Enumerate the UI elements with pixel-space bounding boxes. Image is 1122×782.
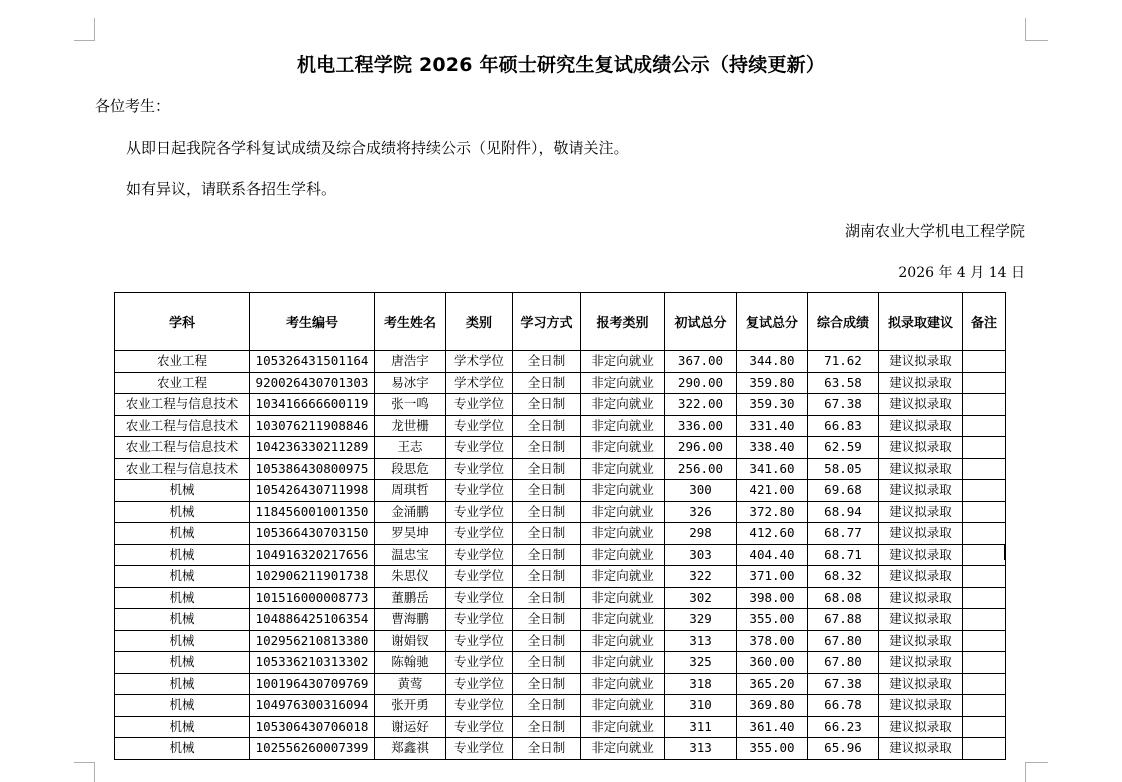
cell-preliminary-score: 325 [665,652,737,674]
table-row [115,609,1006,631]
cell-subject: 农业工程与信息技术 [115,394,250,416]
cell-candidate-id: 105336210313302 [250,652,375,674]
cell-study-mode: 全日制 [513,673,581,695]
header-row [115,293,1006,351]
cell-name: 谢娟钗 [375,630,446,652]
header-cell-application-type: 报考类别 [581,293,665,351]
cell-name: 罗昊坤 [375,523,446,545]
table-row [115,372,1006,394]
cell-application-type: 非定向就业 [581,630,665,652]
cell-application-type: 非定向就业 [581,372,665,394]
cell-preliminary-score: 311 [665,716,737,738]
cell-subject: 农业工程与信息技术 [115,437,250,459]
table-body [115,351,1006,760]
cell-candidate-id: 105426430711998 [250,480,375,502]
cell-retest-score: 338.40 [737,437,808,459]
cell-study-mode: 全日制 [513,394,581,416]
cell-preliminary-score: 298 [665,523,737,545]
cell-subject: 农业工程与信息技术 [115,458,250,480]
cell-admission-suggestion: 建议拟录取 [879,544,963,566]
cell-admission-suggestion: 建议拟录取 [879,501,963,523]
table-row [115,415,1006,437]
document-title: 机电工程学院 2026 年硕士研究生复试成绩公示（持续更新） [296,54,826,76]
cell-subject: 机械 [115,695,250,717]
cell-preliminary-score: 300 [665,480,737,502]
cell-retest-score: 344.80 [737,351,808,373]
cell-study-mode: 全日制 [513,566,581,588]
cell-remarks [963,695,1006,717]
cell-application-type: 非定向就业 [581,587,665,609]
cell-application-type: 非定向就业 [581,394,665,416]
header-cell-composite-score: 综合成绩 [808,293,879,351]
cell-application-type: 非定向就业 [581,566,665,588]
cell-admission-suggestion: 建议拟录取 [879,351,963,373]
cell-study-mode: 全日制 [513,695,581,717]
cell-retest-score: 355.00 [737,738,808,760]
cell-composite-score: 66.78 [808,695,879,717]
cell-category: 专业学位 [446,587,513,609]
table-row [115,566,1006,588]
cell-composite-score: 66.23 [808,716,879,738]
cell-application-type: 非定向就业 [581,523,665,545]
cell-application-type: 非定向就业 [581,738,665,760]
cell-application-type: 非定向就业 [581,652,665,674]
cell-preliminary-score: 313 [665,738,737,760]
cell-retest-score: 369.80 [737,695,808,717]
cell-candidate-id: 103416666600119 [250,394,375,416]
cell-admission-suggestion: 建议拟录取 [879,394,963,416]
cell-remarks [963,394,1006,416]
cell-admission-suggestion: 建议拟录取 [879,695,963,717]
cell-preliminary-score: 322 [665,566,737,588]
header-cell-study-mode: 学习方式 [513,293,581,351]
text-cursor [1004,544,1006,560]
cell-admission-suggestion: 建议拟录取 [879,673,963,695]
cell-admission-suggestion: 建议拟录取 [879,587,963,609]
cell-category: 专业学位 [446,566,513,588]
cell-retest-score: 421.00 [737,480,808,502]
cell-remarks [963,501,1006,523]
cell-category: 专业学位 [446,501,513,523]
cell-category: 专业学位 [446,738,513,760]
cell-name: 周琪哲 [375,480,446,502]
table-row [115,544,1006,566]
cell-application-type: 非定向就业 [581,437,665,459]
cell-study-mode: 全日制 [513,716,581,738]
cell-application-type: 非定向就业 [581,673,665,695]
cell-candidate-id: 105386430800975 [250,458,375,480]
cell-study-mode: 全日制 [513,652,581,674]
cell-preliminary-score: 322.00 [665,394,737,416]
cell-composite-score: 65.96 [808,738,879,760]
header-cell-subject: 学科 [115,293,250,351]
cell-candidate-id: 103076211908846 [250,415,375,437]
cell-study-mode: 全日制 [513,437,581,459]
table-row [115,351,1006,373]
cell-admission-suggestion: 建议拟录取 [879,716,963,738]
cell-study-mode: 全日制 [513,738,581,760]
cell-composite-score: 67.80 [808,630,879,652]
table-header [115,293,1006,351]
cell-application-type: 非定向就业 [581,716,665,738]
cell-candidate-id: 920026430701303 [250,372,375,394]
cell-candidate-id: 105306430706018 [250,716,375,738]
table-row [115,480,1006,502]
cell-preliminary-score: 296.00 [665,437,737,459]
cell-name: 谢运好 [375,716,446,738]
cell-subject: 机械 [115,609,250,631]
cell-application-type: 非定向就业 [581,480,665,502]
cell-retest-score: 371.00 [737,566,808,588]
cell-application-type: 非定向就业 [581,351,665,373]
cell-composite-score: 67.80 [808,652,879,674]
date: 2026 年 4 月 14 日 [898,265,1025,281]
table-row [115,630,1006,652]
cell-study-mode: 全日制 [513,587,581,609]
cell-admission-suggestion: 建议拟录取 [879,609,963,631]
cell-name: 陈翰驰 [375,652,446,674]
cell-category: 专业学位 [446,523,513,545]
cell-study-mode: 全日制 [513,480,581,502]
cell-remarks [963,630,1006,652]
cell-subject: 机械 [115,652,250,674]
cell-name: 金涌鹏 [375,501,446,523]
cell-admission-suggestion: 建议拟录取 [879,630,963,652]
cell-remarks [963,566,1006,588]
header-cell-name: 考生姓名 [375,293,446,351]
cell-name: 温忠宝 [375,544,446,566]
table-row [115,523,1006,545]
page-corner-mark-bottom-right [1025,762,1048,782]
header-cell-category: 类别 [446,293,513,351]
header-cell-preliminary-score: 初试总分 [665,293,737,351]
table-row [115,695,1006,717]
cell-candidate-id: 104916320217656 [250,544,375,566]
cell-name: 段思危 [375,458,446,480]
cell-category: 专业学位 [446,394,513,416]
cell-category: 专业学位 [446,673,513,695]
cell-category: 专业学位 [446,415,513,437]
cell-name: 唐浩宇 [375,351,446,373]
cell-candidate-id: 105326431501164 [250,351,375,373]
cell-composite-score: 68.32 [808,566,879,588]
cell-composite-score: 68.77 [808,523,879,545]
cell-application-type: 非定向就业 [581,695,665,717]
cell-retest-score: 341.60 [737,458,808,480]
cell-retest-score: 412.60 [737,523,808,545]
cell-subject: 农业工程 [115,351,250,373]
cell-study-mode: 全日制 [513,458,581,480]
cell-composite-score: 66.83 [808,415,879,437]
cell-preliminary-score: 303 [665,544,737,566]
cell-candidate-id: 104886425106354 [250,609,375,631]
cell-application-type: 非定向就业 [581,609,665,631]
objection-paragraph: 如有异议，请联系各招生学科。 [126,180,337,198]
cell-admission-suggestion: 建议拟录取 [879,458,963,480]
cell-preliminary-score: 336.00 [665,415,737,437]
table-row [115,673,1006,695]
cell-name: 张一鸣 [375,394,446,416]
page-corner-mark-top-left [74,18,95,41]
cell-study-mode: 全日制 [513,609,581,631]
table-row [115,437,1006,459]
cell-subject: 机械 [115,544,250,566]
table-row [115,716,1006,738]
cell-study-mode: 全日制 [513,415,581,437]
cell-composite-score: 67.38 [808,394,879,416]
cell-study-mode: 全日制 [513,523,581,545]
cell-name: 龙世栅 [375,415,446,437]
cell-subject: 机械 [115,523,250,545]
cell-remarks [963,480,1006,502]
cell-remarks [963,587,1006,609]
cell-study-mode: 全日制 [513,501,581,523]
table-row [115,501,1006,523]
cell-candidate-id: 118456001001350 [250,501,375,523]
cell-retest-score: 404.40 [737,544,808,566]
cell-category: 专业学位 [446,652,513,674]
cell-remarks [963,372,1006,394]
score-table [114,292,1006,760]
cell-name: 曹海鹏 [375,609,446,631]
cell-subject: 机械 [115,566,250,588]
cell-name: 王志 [375,437,446,459]
cell-category: 专业学位 [446,480,513,502]
cell-composite-score: 71.62 [808,351,879,373]
cell-admission-suggestion: 建议拟录取 [879,652,963,674]
signature: 湖南农业大学机电工程学院 [844,222,1025,240]
cell-study-mode: 全日制 [513,372,581,394]
cell-retest-score: 398.00 [737,587,808,609]
header-cell-admission-suggestion: 拟录取建议 [879,293,963,351]
cell-category: 专业学位 [446,458,513,480]
cell-preliminary-score: 318 [665,673,737,695]
cell-composite-score: 68.94 [808,501,879,523]
header-cell-candidate-id: 考生编号 [250,293,375,351]
cell-retest-score: 378.00 [737,630,808,652]
cell-preliminary-score: 302 [665,587,737,609]
cell-subject: 机械 [115,630,250,652]
cell-remarks [963,415,1006,437]
header-cell-remarks: 备注 [963,293,1006,351]
cell-remarks [963,437,1006,459]
cell-remarks [963,738,1006,760]
cell-admission-suggestion: 建议拟录取 [879,738,963,760]
cell-candidate-id: 104976300316094 [250,695,375,717]
cell-admission-suggestion: 建议拟录取 [879,372,963,394]
cell-application-type: 非定向就业 [581,415,665,437]
table-row [115,458,1006,480]
page-corner-mark-bottom-left [74,762,95,782]
cell-category: 专业学位 [446,544,513,566]
cell-preliminary-score: 329 [665,609,737,631]
cell-preliminary-score: 367.00 [665,351,737,373]
cell-preliminary-score: 326 [665,501,737,523]
cell-remarks [963,673,1006,695]
cell-subject: 机械 [115,716,250,738]
cell-subject: 机械 [115,587,250,609]
cell-application-type: 非定向就业 [581,501,665,523]
notice-paragraph: 从即日起我院各学科复试成绩及综合成绩将持续公示（见附件），敬请关注。 [126,139,629,157]
cell-application-type: 非定向就业 [581,458,665,480]
cell-subject: 农业工程与信息技术 [115,415,250,437]
cell-category: 学术学位 [446,372,513,394]
cell-name: 张开勇 [375,695,446,717]
cell-remarks [963,523,1006,545]
table-row [115,652,1006,674]
cell-remarks [963,351,1006,373]
cell-candidate-id: 102956210813380 [250,630,375,652]
cell-retest-score: 361.40 [737,716,808,738]
table-row [115,394,1006,416]
cell-name: 董鹏岳 [375,587,446,609]
cell-study-mode: 全日制 [513,351,581,373]
table-row [115,587,1006,609]
cell-retest-score: 360.00 [737,652,808,674]
cell-admission-suggestion: 建议拟录取 [879,437,963,459]
cell-study-mode: 全日制 [513,630,581,652]
cell-composite-score: 62.59 [808,437,879,459]
cell-application-type: 非定向就业 [581,544,665,566]
cell-composite-score: 67.38 [808,673,879,695]
cell-composite-score: 68.71 [808,544,879,566]
cell-retest-score: 365.20 [737,673,808,695]
cell-candidate-id: 102906211901738 [250,566,375,588]
cell-remarks [963,652,1006,674]
cell-remarks [963,458,1006,480]
cell-candidate-id: 101516000008773 [250,587,375,609]
cell-candidate-id: 102556260007399 [250,738,375,760]
cell-category: 专业学位 [446,437,513,459]
cell-retest-score: 359.80 [737,372,808,394]
cell-subject: 机械 [115,738,250,760]
cell-remarks [963,544,1006,566]
cell-preliminary-score: 310 [665,695,737,717]
cell-name: 朱思仪 [375,566,446,588]
cell-category: 学术学位 [446,351,513,373]
cell-subject: 机械 [115,673,250,695]
cell-remarks [963,716,1006,738]
cell-composite-score: 63.58 [808,372,879,394]
cell-retest-score: 372.80 [737,501,808,523]
cell-retest-score: 355.00 [737,609,808,631]
cell-subject: 农业工程 [115,372,250,394]
cell-category: 专业学位 [446,609,513,631]
cell-category: 专业学位 [446,716,513,738]
cell-composite-score: 69.68 [808,480,879,502]
cell-retest-score: 359.30 [737,394,808,416]
cell-name: 黄莺 [375,673,446,695]
cell-category: 专业学位 [446,630,513,652]
cell-admission-suggestion: 建议拟录取 [879,480,963,502]
cell-admission-suggestion: 建议拟录取 [879,566,963,588]
page-corner-mark-top-right [1025,18,1048,41]
cell-preliminary-score: 313 [665,630,737,652]
cell-subject: 机械 [115,501,250,523]
greeting: 各位考生： [95,97,171,115]
cell-retest-score: 331.40 [737,415,808,437]
cell-admission-suggestion: 建议拟录取 [879,523,963,545]
cell-composite-score: 68.08 [808,587,879,609]
header-cell-retest-score: 复试总分 [737,293,808,351]
cell-preliminary-score: 290.00 [665,372,737,394]
cell-composite-score: 58.05 [808,458,879,480]
table-row [115,738,1006,760]
cell-composite-score: 67.88 [808,609,879,631]
cell-subject: 机械 [115,480,250,502]
cell-admission-suggestion: 建议拟录取 [879,415,963,437]
cell-remarks [963,609,1006,631]
cell-candidate-id: 105366430703150 [250,523,375,545]
cell-preliminary-score: 256.00 [665,458,737,480]
cell-study-mode: 全日制 [513,544,581,566]
cell-name: 郑鑫祺 [375,738,446,760]
cell-candidate-id: 104236330211289 [250,437,375,459]
cell-candidate-id: 100196430709769 [250,673,375,695]
cell-name: 易冰宇 [375,372,446,394]
cell-category: 专业学位 [446,695,513,717]
